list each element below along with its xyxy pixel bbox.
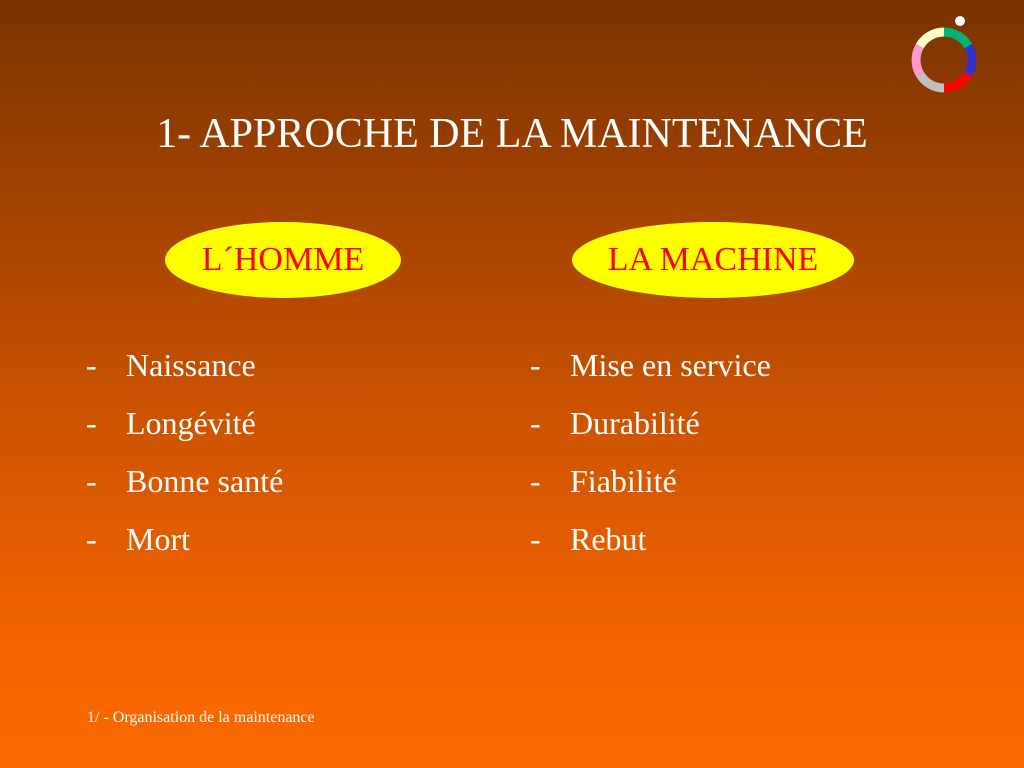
list-item-text: Rebut	[570, 521, 647, 557]
machine-heading-oval	[572, 222, 854, 298]
list-item-text: Longévité	[126, 405, 256, 441]
list-item	[530, 394, 771, 452]
homme-heading-oval	[165, 222, 401, 298]
list-item	[86, 452, 283, 510]
list-item-text: Naissance	[126, 347, 256, 383]
bullet-dash: -	[86, 521, 97, 557]
list-item-text: Durabilité	[570, 405, 700, 441]
homme-heading: L´HOMME	[201, 241, 365, 278]
slide-title: 1- APPROCHE DE LA MAINTENANCE	[156, 111, 868, 157]
list-item	[86, 336, 283, 394]
list-item	[86, 394, 283, 452]
list-item-text: Fiabilité	[570, 463, 677, 499]
slide-footer: 1/ - Organisation de la maintenance	[87, 709, 315, 726]
list-item	[530, 452, 771, 510]
bullet-dash: -	[530, 405, 541, 441]
homme-list	[86, 336, 283, 568]
bullet-dash: -	[86, 463, 97, 499]
bullet-dash: -	[530, 521, 541, 557]
bullet-dash: -	[530, 463, 541, 499]
bullet-dash: -	[86, 405, 97, 441]
logo-dot	[955, 16, 965, 26]
machine-list	[530, 336, 771, 568]
list-item-text: Bonne santé	[126, 463, 284, 499]
list-item	[530, 510, 771, 568]
bullet-dash: -	[530, 347, 541, 383]
list-item-text: Mise en service	[570, 347, 771, 383]
list-item	[530, 336, 771, 394]
bullet-dash: -	[86, 347, 97, 383]
machine-heading: LA MACHINE	[607, 241, 819, 278]
list-item	[86, 510, 283, 568]
color-ring-logo-icon	[902, 12, 986, 104]
list-item-text: Mort	[126, 521, 190, 557]
